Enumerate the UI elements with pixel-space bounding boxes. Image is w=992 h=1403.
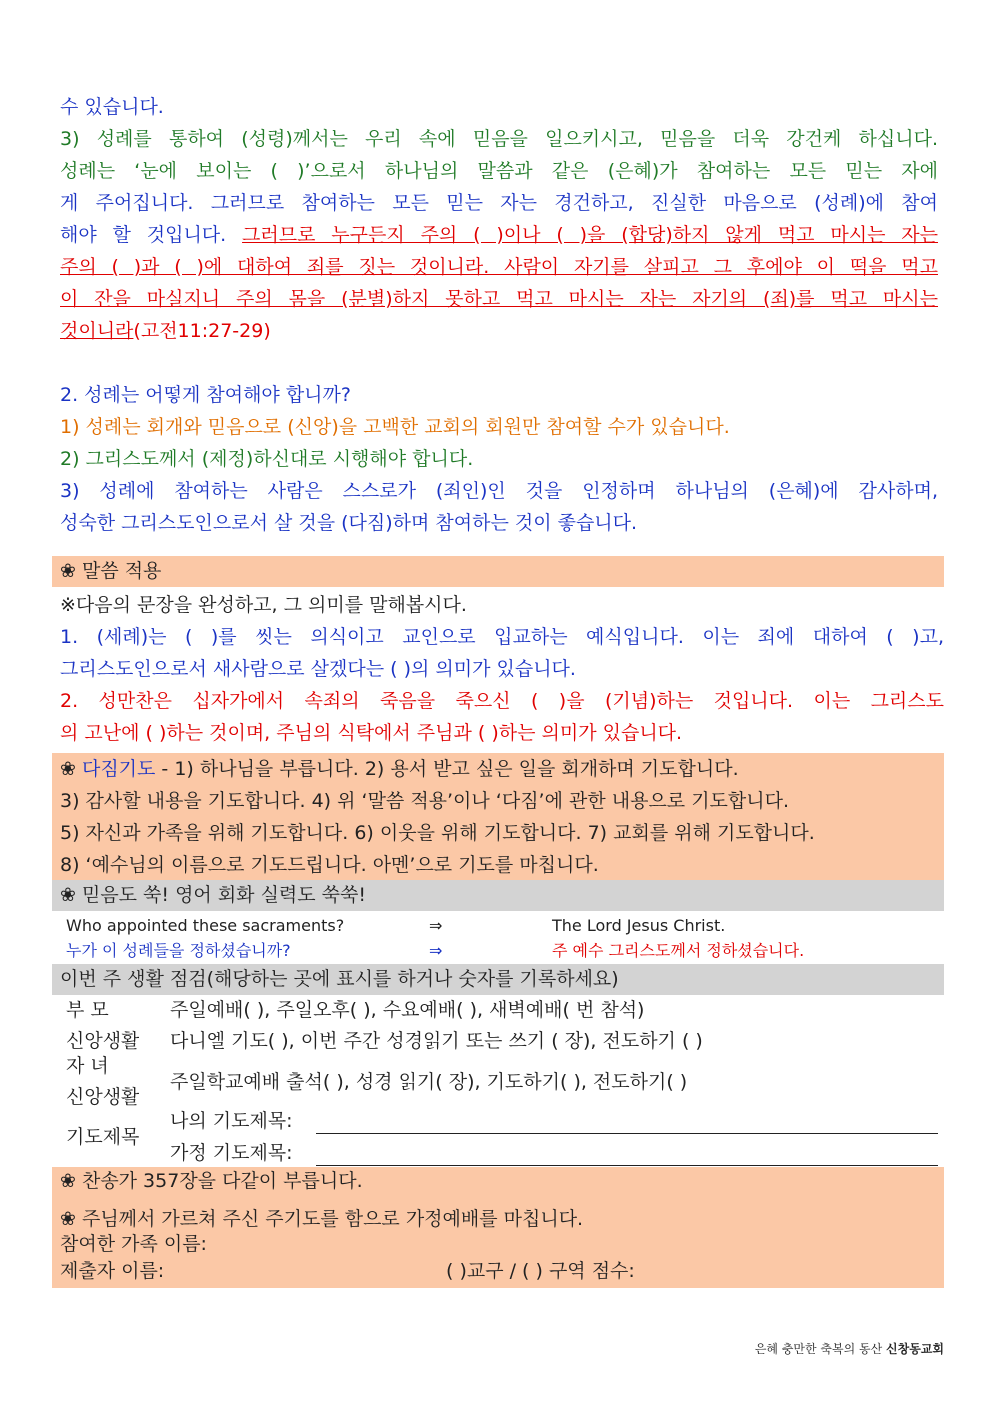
instruction: ※다음의 문장을 완성하고, 그 의미를 말해봅시다.: [60, 594, 467, 616]
scripture-quote: 그러므로 누구든지 주의 ( )이나 ( )을 (합당)하지 않게 먹고 마시는 자는: [242, 224, 938, 246]
submit-line: [52, 1255, 944, 1288]
english-body: [52, 913, 944, 963]
apply-header: [52, 556, 944, 587]
question-ko: 누가 이 성례들을 정하셨습니까?: [66, 941, 291, 960]
scripture-reference: (고전11:27-29): [133, 320, 271, 342]
scripture-quote: 주의 ( )과 ( )에 대하여 죄를 짓는 것이니라. 사람이 자기를 살피고 그 후에야 이 떡을 먹고: [60, 256, 938, 278]
hymn-line: ❀ 찬송가 357장을 다같이 부릅니다.: [60, 1170, 363, 1192]
answer-line: 1) 성례는 회개와 믿음으로 (신앙)을 고백한 교회의 회원만 참여할 수가 있습니다.: [60, 416, 730, 438]
children-label: 자 녀: [66, 1055, 109, 1077]
exercise-line: 의 고난에 ( )하는 것이며, 주님의 식탁에서 주님과 ( )하는 의미가 있습니다.: [60, 722, 683, 744]
arrow-icon: ⇒: [429, 916, 443, 935]
family-prayer-line[interactable]: [316, 1165, 938, 1166]
parents-life-label: 신앙생활: [66, 1030, 140, 1052]
prayer-line: [52, 753, 944, 785]
flower-icon: ❀: [60, 758, 82, 780]
scripture-quote: 것이니라: [60, 320, 134, 342]
english-header: [52, 880, 944, 911]
district-fields: ( )교구 / ( ) 구역 점수:: [446, 1260, 635, 1282]
main-text: [60, 91, 938, 539]
scripture-quote: 이 잔을 마실지니 주의 몸을 (분별)하지 못하고 먹고 마시는 자는 자기의 (죄)를 먹고 마시는: [60, 288, 938, 310]
family-names-label: 참여한 가족 이름:: [60, 1233, 207, 1255]
check-header: [52, 964, 944, 995]
question-title: 2. 성례는 어떻게 참여해야 합니까?: [60, 384, 351, 406]
text-line: 게 주어집니다. 그러므로 참여하는 모든 믿는 자는 경건하고, 진실한 마음으로 (성례)에 참여: [60, 192, 938, 214]
prayer-topic-label: 기도제목: [66, 1126, 140, 1148]
text-span: 해야 할 것입니다.: [60, 224, 243, 246]
footer: [755, 1340, 944, 1357]
parents-checklist-2: 다니엘 기도( ), 이번 주간 성경읽기 또는 쓰기 ( 장), 전도하기 ( ): [170, 1030, 703, 1052]
parents-checklist-1: 주일예배( ), 주일오후( ), 수요예배( ), 새벽예배( 번 참석): [170, 999, 645, 1021]
prayer-line: 5) 자신과 가족을 위해 기도합니다. 6) 이웃을 위해 기도합니다. 7) 교회를 위해 기도합니다.: [60, 822, 815, 844]
closing-section: [52, 1167, 944, 1288]
submitter-label: 제출자 이름:: [60, 1260, 165, 1282]
text-line: 성례는 ‘눈에 보이는 ( )’으로서 하나님의 말씀과 같은 (은혜)가 참여하는 모든 믿는 자에: [60, 160, 938, 182]
section-title: ❀ 믿음도 쑥! 영어 회화 실력도 쑥쑥!: [60, 884, 366, 906]
answer-line: 2) 그리스도께서 (제정)하신대로 시행해야 합니다.: [60, 448, 474, 470]
answer-line: 3) 성례에 참여하는 사람은 스스로가 (죄인)인 것을 인정하며 하나님의 (은혜)에 감사하며,: [60, 480, 938, 502]
answer-line: 성숙한 그리스도인으로서 살 것을 (다짐)하며 참여하는 것이 좋습니다.: [60, 512, 638, 534]
lords-prayer-line: ❀ 주님께서 가르쳐 주신 주기도를 함으로 가정예배를 마칩니다.: [60, 1208, 584, 1230]
answer-en: The Lord Jesus Christ.: [552, 916, 726, 935]
exercise-line: 1. (세례)는 ( )를 씻는 의식이고 교인으로 입교하는 예식입니다. 이는 죄에 대하여 ( )고,: [60, 626, 944, 648]
english-row: [52, 913, 944, 938]
prayer-text: - 1) 하나님을 부릅니다. 2) 용서 받고 싶은 일을 회개하며 기도합니다.: [155, 758, 739, 780]
parents-label: 부 모: [66, 999, 109, 1021]
question-en: Who appointed these sacraments?: [66, 916, 345, 935]
text-line: 수 있습니다.: [60, 96, 164, 118]
korean-row: [52, 938, 944, 963]
children-life-label: 신앙생활: [66, 1086, 140, 1108]
check-table: [52, 995, 944, 1167]
text-line: [60, 219, 938, 251]
prayer-title: 다짐기도: [81, 758, 156, 780]
footer-motto: 은혜 충만한 축복의 동산: [754, 1342, 887, 1356]
prayer-section: [52, 753, 944, 880]
section-title: ❀ 말씀 적용: [60, 560, 162, 582]
prayer-line: 8) ‘예수님의 이름으로 기도드립니다. 아멘’으로 기도를 마칩니다.: [60, 854, 599, 876]
exercise-line: 그리스도인으로서 새사람으로 살겠다는 ( )의 의미가 있습니다.: [60, 658, 576, 680]
my-prayer-label: 나의 기도제목:: [170, 1110, 293, 1132]
text-line: [60, 315, 938, 347]
section-title: 이번 주 생활 점검(해당하는 곳에 표시를 하거나 숫자를 기록하세요): [60, 968, 619, 990]
apply-body: [52, 589, 944, 749]
text-line: 3) 성례를 통하여 (성령)께서는 우리 속에 믿음을 일으키시고, 믿음을 더욱 강건케 하십니다.: [60, 128, 938, 150]
prayer-line: 3) 감사할 내용을 기도합니다. 4) 위 ‘말씀 적용’이나 ‘다짐’에 관한 내용으로 기도합니다.: [60, 790, 790, 812]
children-checklist: 주일학교예배 출석( ), 성경 읽기( 장), 기도하기( ), 전도하기( ): [170, 1071, 688, 1093]
answer-ko: 주 예수 그리스도께서 정하셨습니다.: [552, 941, 805, 960]
family-prayer-label: 가정 기도제목:: [170, 1142, 293, 1164]
arrow-icon: ⇒: [429, 941, 443, 960]
exercise-line: 2. 성만찬은 십자가에서 속죄의 죽음을 죽으신 ( )을 (기념)하는 것입니다. 이는 그리스도: [60, 690, 944, 712]
church-name: 신창동교회: [886, 1342, 944, 1356]
my-prayer-line[interactable]: [316, 1133, 938, 1134]
